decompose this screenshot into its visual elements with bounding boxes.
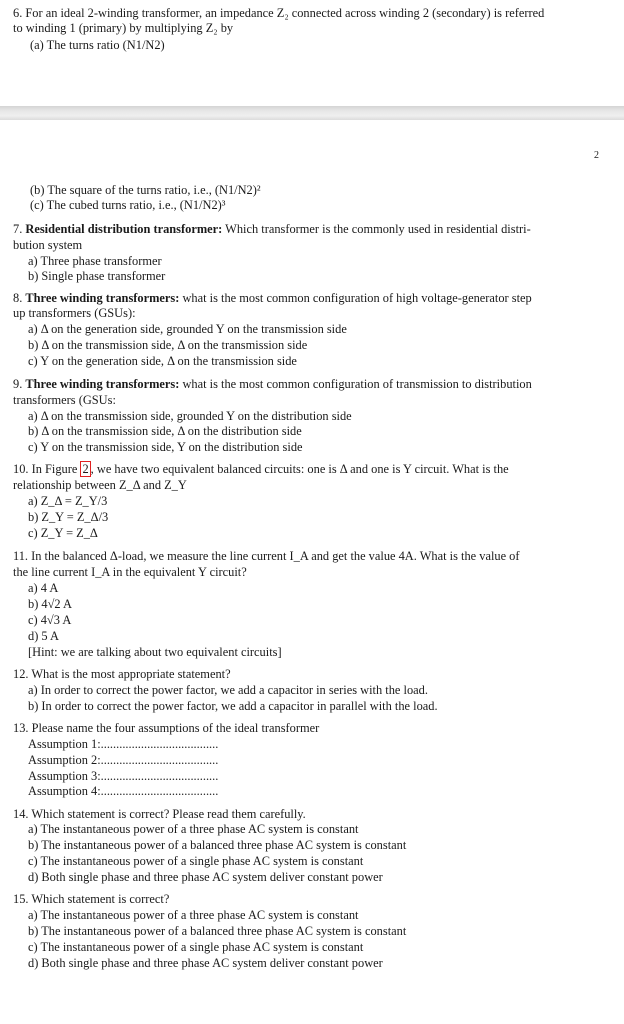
q8-line-2: up transformers (GSUs): xyxy=(13,306,136,320)
q9-topic: Three winding transformers: xyxy=(25,377,180,391)
q7-line-1 xyxy=(13,222,531,238)
q14-option-c: c) The instantaneous power of a single phase AC system is constant xyxy=(28,854,364,868)
q10-option-a: a) Z_Δ = Z_Y/3 xyxy=(28,494,108,508)
q11-line-1: 11. In the balanced Δ-load, we measure the line current I_A and get the value 4A. What is the value of xyxy=(13,549,520,563)
q10-option-b: b) Z_Y = Z_Δ/3 xyxy=(28,510,109,524)
q10-prefix: 10. In Figure xyxy=(13,462,78,476)
q6-option-b: (b) The square of the turns ratio, i.e., (N1/N2)² xyxy=(30,183,261,197)
q8-topic: Three winding transformers: xyxy=(25,291,180,305)
q11-option-b: b) 4√2 A xyxy=(28,597,72,611)
q13-assumption-1: Assumption 1:...................................... xyxy=(28,737,219,751)
q8-option-a: a) Δ on the generation side, grounded Y on the transmission side xyxy=(28,322,347,336)
q10-line-2: relationship between Z_Δ and Z_Y xyxy=(13,478,187,492)
q13-assumption-3: Assumption 3:...................................... xyxy=(28,769,219,783)
q11-line-2: the line current I_A in the equivalent Y circuit? xyxy=(13,565,247,579)
q7-topic: Residential distribution transformer: xyxy=(25,222,223,236)
q9-question: what is the most common configuration of transmission to distribution xyxy=(182,377,532,391)
q15-option-d: d) Both single phase and three phase AC system deliver constant power xyxy=(28,956,383,970)
q11-option-c: c) 4√3 A xyxy=(28,613,72,627)
q6-line-1: 6. For an ideal 2-winding transformer, an impedance Z₂ connected across winding 2 (secondary) is referred xyxy=(13,6,545,20)
q11-option-a: a) 4 A xyxy=(28,581,59,595)
q9-option-a: a) Δ on the transmission side, grounded Y on the distribution side xyxy=(28,409,352,423)
q9-option-b: b) Δ on the transmission side, Δ on the distribution side xyxy=(28,424,302,438)
q9-number: 9. xyxy=(13,377,23,391)
q10-question: , we have two equivalent balanced circuits: one is Δ and one is Y circuit. What is the xyxy=(90,462,509,476)
q14-option-b: b) The instantaneous power of a balanced three phase AC system is constant xyxy=(28,838,407,852)
q12-option-a: a) In order to correct the power factor, we add a capacitor in series with the load. xyxy=(28,683,428,697)
q13-assumption-4: Assumption 4:...................................... xyxy=(28,784,219,798)
q8-question: what is the most common configuration of high voltage-generator step xyxy=(182,291,532,305)
q8-option-c: c) Y on the generation side, Δ on the transmission side xyxy=(28,354,297,368)
q7-option-a: a) Three phase transformer xyxy=(28,254,162,268)
q11-hint: [Hint: we are talking about two equivalent circuits] xyxy=(28,645,282,659)
q13-line-1: 13. Please name the four assumptions of the ideal transformer xyxy=(13,721,320,735)
q12-option-b: b) In order to correct the power factor, we add a capacitor in parallel with the load. xyxy=(28,699,438,713)
q7-option-b: b) Single phase transformer xyxy=(28,269,166,283)
q8-option-b: b) Δ on the transmission side, Δ on the transmission side xyxy=(28,338,308,352)
figure-reference-link[interactable]: 2 xyxy=(82,462,89,476)
q15-line-1: 15. Which statement is correct? xyxy=(13,892,170,906)
q15-option-b: b) The instantaneous power of a balanced three phase AC system is constant xyxy=(28,924,407,938)
q9-line-2: transformers (GSUs: xyxy=(13,393,116,407)
q6-line-2: to winding 1 (primary) by multiplying Z₂ by xyxy=(13,21,234,35)
q10-option-c: c) Z_Y = Z_Δ xyxy=(28,526,98,540)
q14-line-1: 14. Which statement is correct? Please read them carefully. xyxy=(13,807,306,821)
page-number: 2 xyxy=(594,150,599,161)
q11-option-d: d) 5 A xyxy=(28,629,59,643)
q8-line-1 xyxy=(13,291,532,307)
q6-option-c: (c) The cubed turns ratio, i.e., (N1/N2)³ xyxy=(30,198,226,212)
q14-option-d: d) Both single phase and three phase AC system deliver constant power xyxy=(28,870,383,884)
q10-line-1 xyxy=(13,462,509,478)
q8-number: 8. xyxy=(13,291,23,305)
q13-assumption-2: Assumption 2:...................................... xyxy=(28,753,219,767)
page-break-gap xyxy=(0,106,624,120)
q7-number: 7. xyxy=(13,222,23,236)
q15-option-a: a) The instantaneous power of a three phase AC system is constant xyxy=(28,908,359,922)
q15-option-c: c) The instantaneous power of a single phase AC system is constant xyxy=(28,940,364,954)
q9-line-1 xyxy=(13,377,532,393)
q9-option-c: c) Y on the transmission side, Y on the distribution side xyxy=(28,440,303,454)
q7-line-2: bution system xyxy=(13,238,83,252)
q12-line-1: 12. What is the most appropriate statement? xyxy=(13,667,231,681)
q6-option-a: (a) The turns ratio (N1/N2) xyxy=(30,38,165,52)
q7-question: Which transformer is the commonly used in residential distri- xyxy=(225,222,531,236)
q14-option-a: a) The instantaneous power of a three phase AC system is constant xyxy=(28,822,359,836)
